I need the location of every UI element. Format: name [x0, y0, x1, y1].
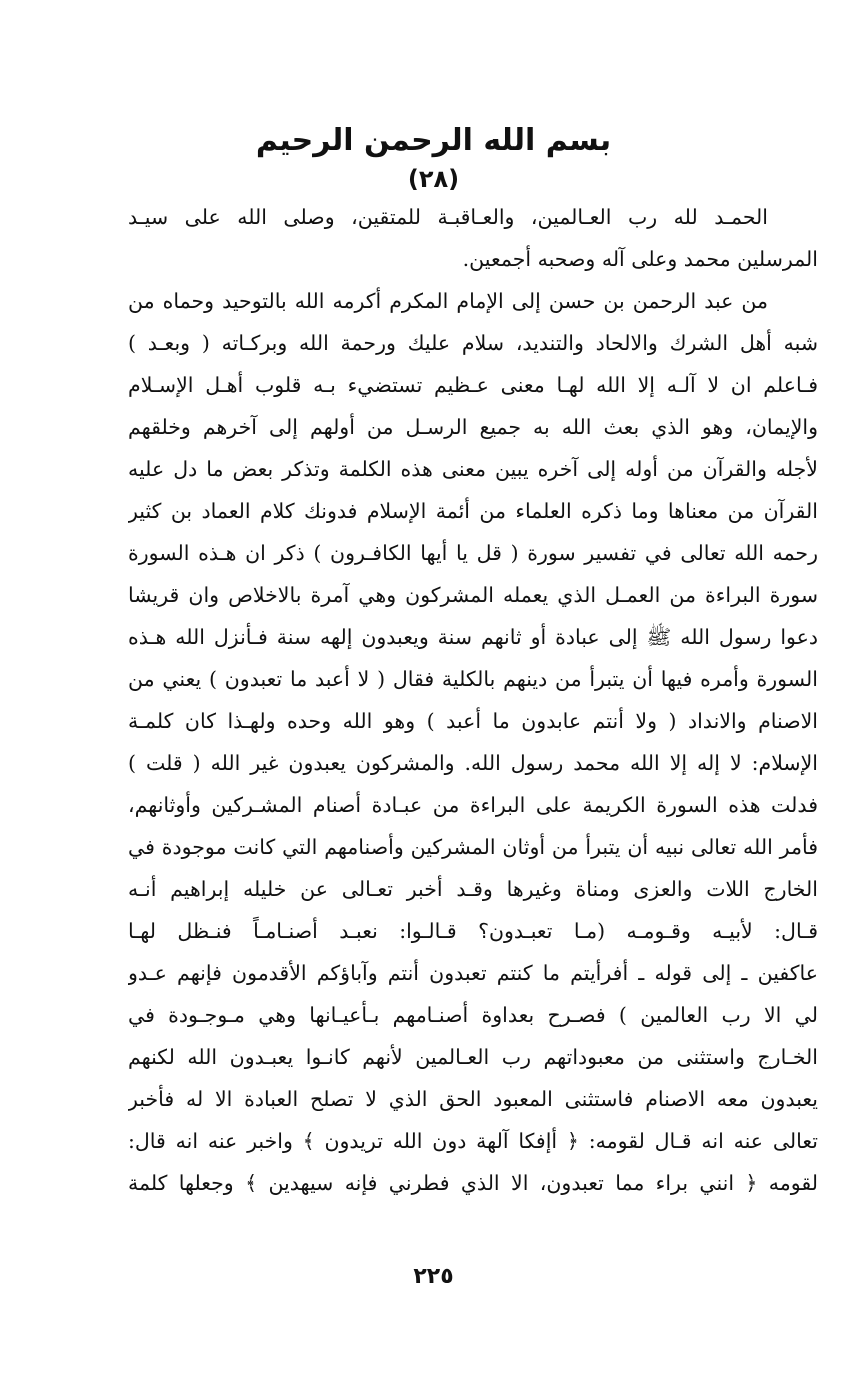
text-line: رحمه الله تعالى في تفسير سورة ( قل يا أيها الكافـرون ) ذكر ان هـذه السورة: [128, 541, 818, 565]
text-line: فـاعلم ان لا آلـه إلا الله لهـا معنى عـظيم تستضيء بـه قلوب أهـل الإسـلام: [128, 373, 818, 397]
paragraph-letter: [128, 280, 818, 1204]
text-line: فأمر الله تعالى نبيه أن يتبرأ من أوثان المشركين وأصنامهم التي كانت موجودة في: [128, 835, 818, 859]
text-line: شبه أهل الشرك والالحاد والتنديد، سلام عليك ورحمة الله وبركـاته ( وبعـد ): [128, 331, 818, 355]
page-number: ٢٢٥: [413, 1264, 454, 1289]
text-line: الخـارج واستثنى من معبوداتهم رب العـالمين لأنهم كانـوا يعبـدون الله لكنهم: [128, 1045, 818, 1069]
body-text: [128, 196, 818, 1204]
basmala-heading: بسم الله الرحمن الرحيم: [255, 123, 612, 158]
text-line: القرآن من معناها وما ذكره العلماء من أئمة الإسلام فدونك كلام العماد بن كثير: [128, 499, 818, 523]
text-line: الحمـد لله رب العـالمين، والعـاقبـة للمتقين، وصلى الله على سيـد: [128, 205, 768, 229]
text-line: لي الا رب العالمين ) فصـرح بعداوة أصنـامهم بـأعيـانها وهي مـوجـودة في: [128, 1003, 818, 1027]
text-line: من عبد الرحمن بن حسن إلى الإمام المكرم أكرمه الله بالتوحيد وحماه من: [128, 289, 768, 313]
text-line: تعالى عنه انه قـال لقومه: ﴿ أإفكا آلهة دون الله تريدون ﴾ واخبر عنه انه قال:: [128, 1129, 818, 1153]
text-line: الإسلام: لا إله إلا الله محمد رسول الله. والمشركون يعبدون غير الله ( قلت ): [128, 751, 818, 775]
text-line: لأجله والقرآن من أوله إلى آخره يبين معنى هذه الكلمة وتذكر بعض ما دل عليه: [128, 457, 818, 481]
text-line: فدلت هذه السورة الكريمة على البراءة من عبـادة أصنام المشـركين وأوثانهم،: [128, 793, 818, 817]
text-line: الخارج اللات والعزى ومناة وغيرها وقـد أخبر تعـالى عن خليله إبراهيم أنـه: [128, 877, 818, 901]
text-line: لقومه ﴿ انني براء مما تعبدون، الا الذي فطرني فإنه سيهدين ﴾ وجعلها كلمة: [128, 1171, 818, 1195]
text-line: الاصنام والانداد ( ولا أنتم عابدون ما أعبد ) وهو الله وحده ولهـذا كان كلمـة: [128, 709, 818, 733]
chapter-number: (٢٨): [407, 165, 460, 193]
text-line: السورة وأمره فيها أن يتبرأ من دينهم بالكلية فقال ( لا أعبد ما تعبدون ) يعني من: [128, 667, 818, 691]
text-line: دعوا رسول الله ﷺ إلى عبادة أو ثانهم سنة ويعبدون إلهه سنة فـأنزل الله هـذه: [128, 625, 818, 649]
text-line: والإيمان، وهو الذي بعث الله به جميع الرسـل من أولهم إلى آخرهم وخلقهم: [128, 415, 818, 439]
text-line: يعبدون معه الاصنام فاستثنى المعبود الحق الذي لا تصلح العبادة الا له فأخبر: [128, 1087, 818, 1111]
text-line: المرسلين محمد وعلى آله وصحبه أجمعين.: [462, 247, 818, 271]
text-line: عاكفين ـ إلى قوله ـ أفرأيتم ما كنتم تعبدون أنتم وآباؤكم الأقدمون فإنهم عـدو: [128, 961, 818, 985]
text-line: قـال: لأبيـه وقـومـه (مـا تعبـدون؟ قـالـوا: نعبـد أصنـامـاً فنـظل لهـا: [128, 919, 818, 943]
text-line: سورة البراءة من العمـل الذي يعمله المشركون وهي آمرة بالاخلاص وان قريشا: [128, 583, 818, 607]
paragraph-opening: [128, 196, 818, 280]
